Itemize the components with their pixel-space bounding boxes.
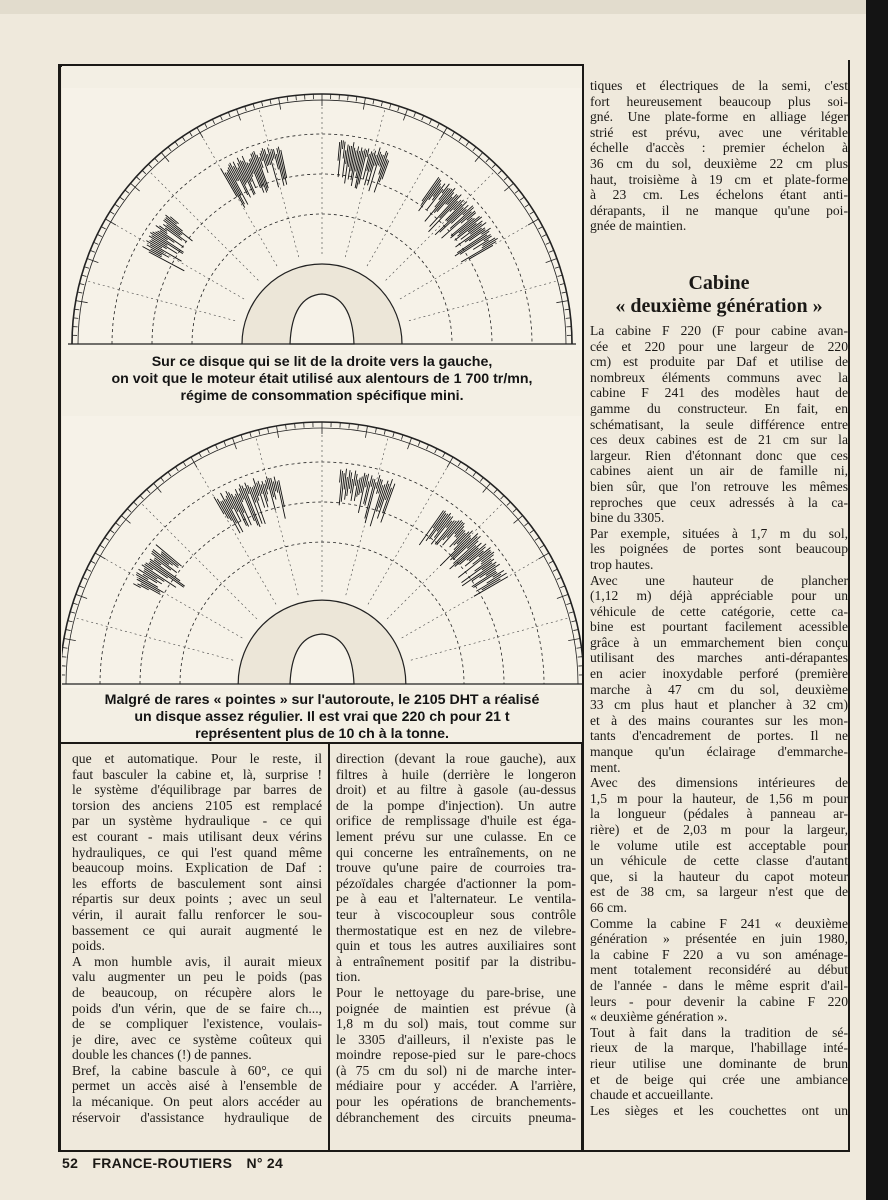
text-line: direction (devant la roue gauche), aux [336,751,576,766]
text-line: 1,8 m du sol) mais, tout comme sur [336,1016,576,1032]
text-line: orifice de remplissage d'huile est éga- [336,813,576,829]
text-line: ment. [590,759,621,775]
text-line: 33 cm plus haut et plancher à 32 cm) [590,697,848,713]
text-line: à 23 cm. Les échelons étant anti- [590,187,848,203]
text-line: et de beige qui crée une ambiance [590,1071,848,1087]
text-line: en acier inoxydable perforé (première [590,666,848,682]
text-line: ment totalement reconsidéré au début [590,962,848,978]
text-line: droit) et au filtre à gasole (au-dessus [336,782,576,798]
text-line: bien sûr, que l'on retrouve les mêmes [590,478,848,494]
text-line: 1,5 m pour la hauteur, de 1,56 m pour [590,790,848,806]
text-line: pe à eau et l'alternateur. Le ventila- [336,891,576,907]
text-line: faut basculer la cabine et, là, surprise ! [72,766,322,782]
text-line: marche à 47 cm du sol, deuxième [590,681,848,697]
text-line: poids. [72,938,105,954]
text-line: je dire, avec ce système coûteux qui [72,1031,322,1047]
text-line: bine du 3305. [590,510,665,526]
text-line: reproches que ceux adressés à la ca- [590,494,848,510]
text-line: tants d'encadrement de portes. Il ne [590,728,848,744]
text-line: tion. [336,969,361,985]
text-line: Tout à fait dans la tradition de sé- [590,1024,848,1040]
tachograph-figures [62,66,582,742]
text-line: 36 cm du sol, deuxième 22 cm plus [590,155,848,171]
page-number: 52 [62,1155,79,1171]
text-line: dérapants, il ne manque qu'une poi- [590,202,848,218]
text-line: permet un accès aisé à l'ensemble de [72,1078,322,1094]
text-line: moindre repose-pied sur le pare-chocs [336,1047,576,1063]
text-line: réservoir d'assistance hydraulique de [72,1109,322,1125]
frame-bottom-line [58,1150,850,1152]
text-line: Pour le nettoyage du pare-brise, une [336,984,576,1000]
text-line: est courant - mais utilisant deux vérins [72,828,322,844]
text-line: chaude et accueillante. [590,1087,714,1103]
tachograph-disc-2 [62,416,582,688]
figure-2-caption [62,692,582,743]
text-line: est de 38 cm, sa largeur n'est que de [590,884,848,900]
page-footer [62,1155,293,1171]
text-line: pour les opérations de branchements- [336,1094,576,1110]
text-line: de l'année - dans le même esprit d'ail- [590,977,848,993]
frame-right-column-line [848,60,850,1152]
text-line: Les sièges et les couchettes ont un [590,1102,848,1118]
text-line: filtres à huile (derrière le longeron [336,766,576,782]
text-line: manque qu'un éclairage d'emmarche- [590,744,848,760]
text-line: un véhicule de cette classe d'autant [590,853,848,869]
text-line: Bref, la cabine bascule à 60°, ce qui [72,1062,322,1078]
text-line: hydrauliques, ce qui l'est quand même [72,844,322,860]
text-line: médiaire pour y accéder. A l'arrière, [336,1078,576,1094]
text-line: de se compliquer l'existence, voulais- [72,1016,322,1032]
heading-line: Cabine [688,272,750,294]
text-line: ces deux cabines est de 21 cm sur la [590,432,848,448]
text-line: nombreux éléments communs avec la [590,369,848,385]
text-line: cée et 220 pour une largeur de 220 [590,338,848,354]
text-line: lement prévu sur une culasse. En ce [336,828,576,844]
text-line: 66 cm. [590,899,627,915]
text-column-left [72,751,322,1125]
caption-line: représentent plus de 10 ch à la tonne. [195,726,449,742]
figure-1-caption [62,354,582,405]
text-line: que et automatique. Pour le reste, il [72,751,322,766]
text-line: le 3305 d'ailleurs, il n'existe pas le [336,1031,576,1047]
text-line: strié est prévu, avec une véritable [590,124,848,140]
text-line: poignée de maintien est prévue (à [336,1000,576,1016]
text-line: la mécanique. On peut alors accéder au [72,1094,322,1110]
text-line: trouve qu'une paire de courroies tra- [336,860,576,876]
text-line: teur à viscocoupleur sous contrôle [336,906,576,922]
text-line: les efforts de basculement sont ainsi [72,875,322,891]
text-line: Avec des dimensions intérieures de [590,775,848,791]
caption-line: Malgré de rares « pointes » sur l'autoroute, le 2105 DHT a réalisé [104,692,540,708]
text-line: (1,12 m) déjà appréciable pour un [590,588,848,604]
text-line: la longueur (pédales à panneau ar- [590,806,848,822]
page-top-margin [0,0,866,14]
tachograph-disc-1 [62,88,582,350]
issue-number: N° 24 [246,1155,284,1171]
text-line: torsion des anciens 2105 est remplacé [72,797,322,813]
text-line: cabines aient un air de famille ni, [590,463,848,479]
text-line: la cabine F 220 a vu son aménage- [590,946,848,962]
text-column-right-bottom [590,323,848,1118]
text-line: leurs - pour devenir la cabine F 220 [590,993,848,1009]
text-line: pézoïdales chargée d'actionner la pom- [336,875,576,891]
text-line: le système d'équilibrage par barres de [72,782,322,798]
text-line: quin et tous les autres auxiliaires sont [336,938,576,954]
caption-line: on voit que le moteur était utilisé aux alentours de 1 700 tr/mn, [111,371,533,387]
magazine-name: FRANCE-ROUTIERS [92,1155,233,1171]
text-line: beaucoup moins. Explication de Daf : [72,860,322,876]
text-line: poids d'un vérin, que de se faire ch..., [72,1000,322,1016]
text-line: échelle d'accès : premier échelon à [590,140,848,156]
frame-column-divider [328,744,330,1151]
text-line: rieux de la marque, l'habillage inté- [590,1040,848,1056]
text-column-middle [336,751,576,1125]
frame-left-line [58,64,61,1151]
text-line: rière) et de 2,03 m pour la largeur, [590,822,848,837]
text-line: largeur. Rien d'étonnant donc que ces [590,447,848,463]
text-line: qui concerne les entraînements, on ne [336,844,576,860]
text-line: double les chances (!) de pannes. [72,1047,252,1063]
text-line: Avec une hauteur de plancher [590,572,848,588]
text-line: répartis sur deux points ; avec un seul [72,891,322,907]
text-line: Par exemple, situées à 1,7 m du sol, [590,525,848,541]
text-line: le volume utile est acceptable pour [590,837,848,853]
text-line: cabine F 241 des modèles haut de [590,385,848,401]
text-line: génération » présentée en juin 1980, [590,931,848,947]
caption-line: Sur ce disque qui se lit de la droite vers la gauche, [151,354,493,370]
text-line: fort heureusement beaucoup plus soi- [590,93,848,109]
section-heading [590,272,848,318]
text-line: (à 75 cm du sol) ni de marche inter- [336,1062,576,1078]
page-edge-shadow [866,0,888,1200]
caption-line: un disque assez régulier. Il est vrai que 220 ch pour 21 t [134,709,510,725]
text-line: La cabine F 220 (F pour cabine avan- [590,323,848,338]
text-line: gamme du constructeur. En fait, en [590,400,848,416]
text-line: à entraînement positif par la distribu- [336,953,576,969]
text-line: rieur utilise une dominante de brun [590,1055,848,1071]
text-line: gné. Une plate-forme en alliage léger [590,109,848,125]
text-line: A mon humble avis, il aurait mieux [72,953,322,969]
text-line: valu augmenter un peu le poids (pas [72,969,322,985]
text-line: tiques et électriques de la semi, c'est [590,78,848,93]
text-line: que, si la hauteur du capot moteur [590,868,848,884]
caption-line: régime de consommation spécifique mini. [180,388,464,404]
text-line: et à des mains courantes sur les mon- [590,712,848,728]
text-line: « deuxième génération ». [590,1009,728,1025]
text-line: bine est pourtant facilement acessible [590,619,848,635]
text-line: de beaucoup, on récupère alors le [72,984,322,1000]
text-line: cm) est produite par Daf et utilise de [590,354,848,370]
text-line: bassement ce qui aurait augmenté le [72,922,322,938]
text-line: utilisant des marches anti-dérapantes [590,650,848,666]
text-line: débranchement des circuits pneuma- [336,1109,576,1125]
text-line: grâce à un emmarchement bien conçu [590,634,848,650]
text-line: schématisant, la seule différence entre [590,416,848,432]
heading-line: « deuxième génération » [615,295,823,317]
text-line: par un système hydraulique - ce qui [72,813,322,829]
text-line: véhicule de cette catégorie, cette ca- [590,603,848,619]
text-column-right-top [590,78,848,234]
text-line: thermostatique est en nez de vilebre- [336,922,576,938]
text-line: gnée de maintien. [590,218,687,234]
text-line: de la pompe d'injection). Un autre [336,797,576,813]
text-line: Comme la cabine F 241 « deuxième [590,915,848,931]
text-line: trop hautes. [590,556,654,572]
text-line: les poignées de portes sont beaucoup [590,541,848,557]
text-line: haut, troisième à 19 cm et plate-forme [590,171,848,187]
text-line: vérin, il aurait fallu renforcer le sou- [72,906,322,922]
